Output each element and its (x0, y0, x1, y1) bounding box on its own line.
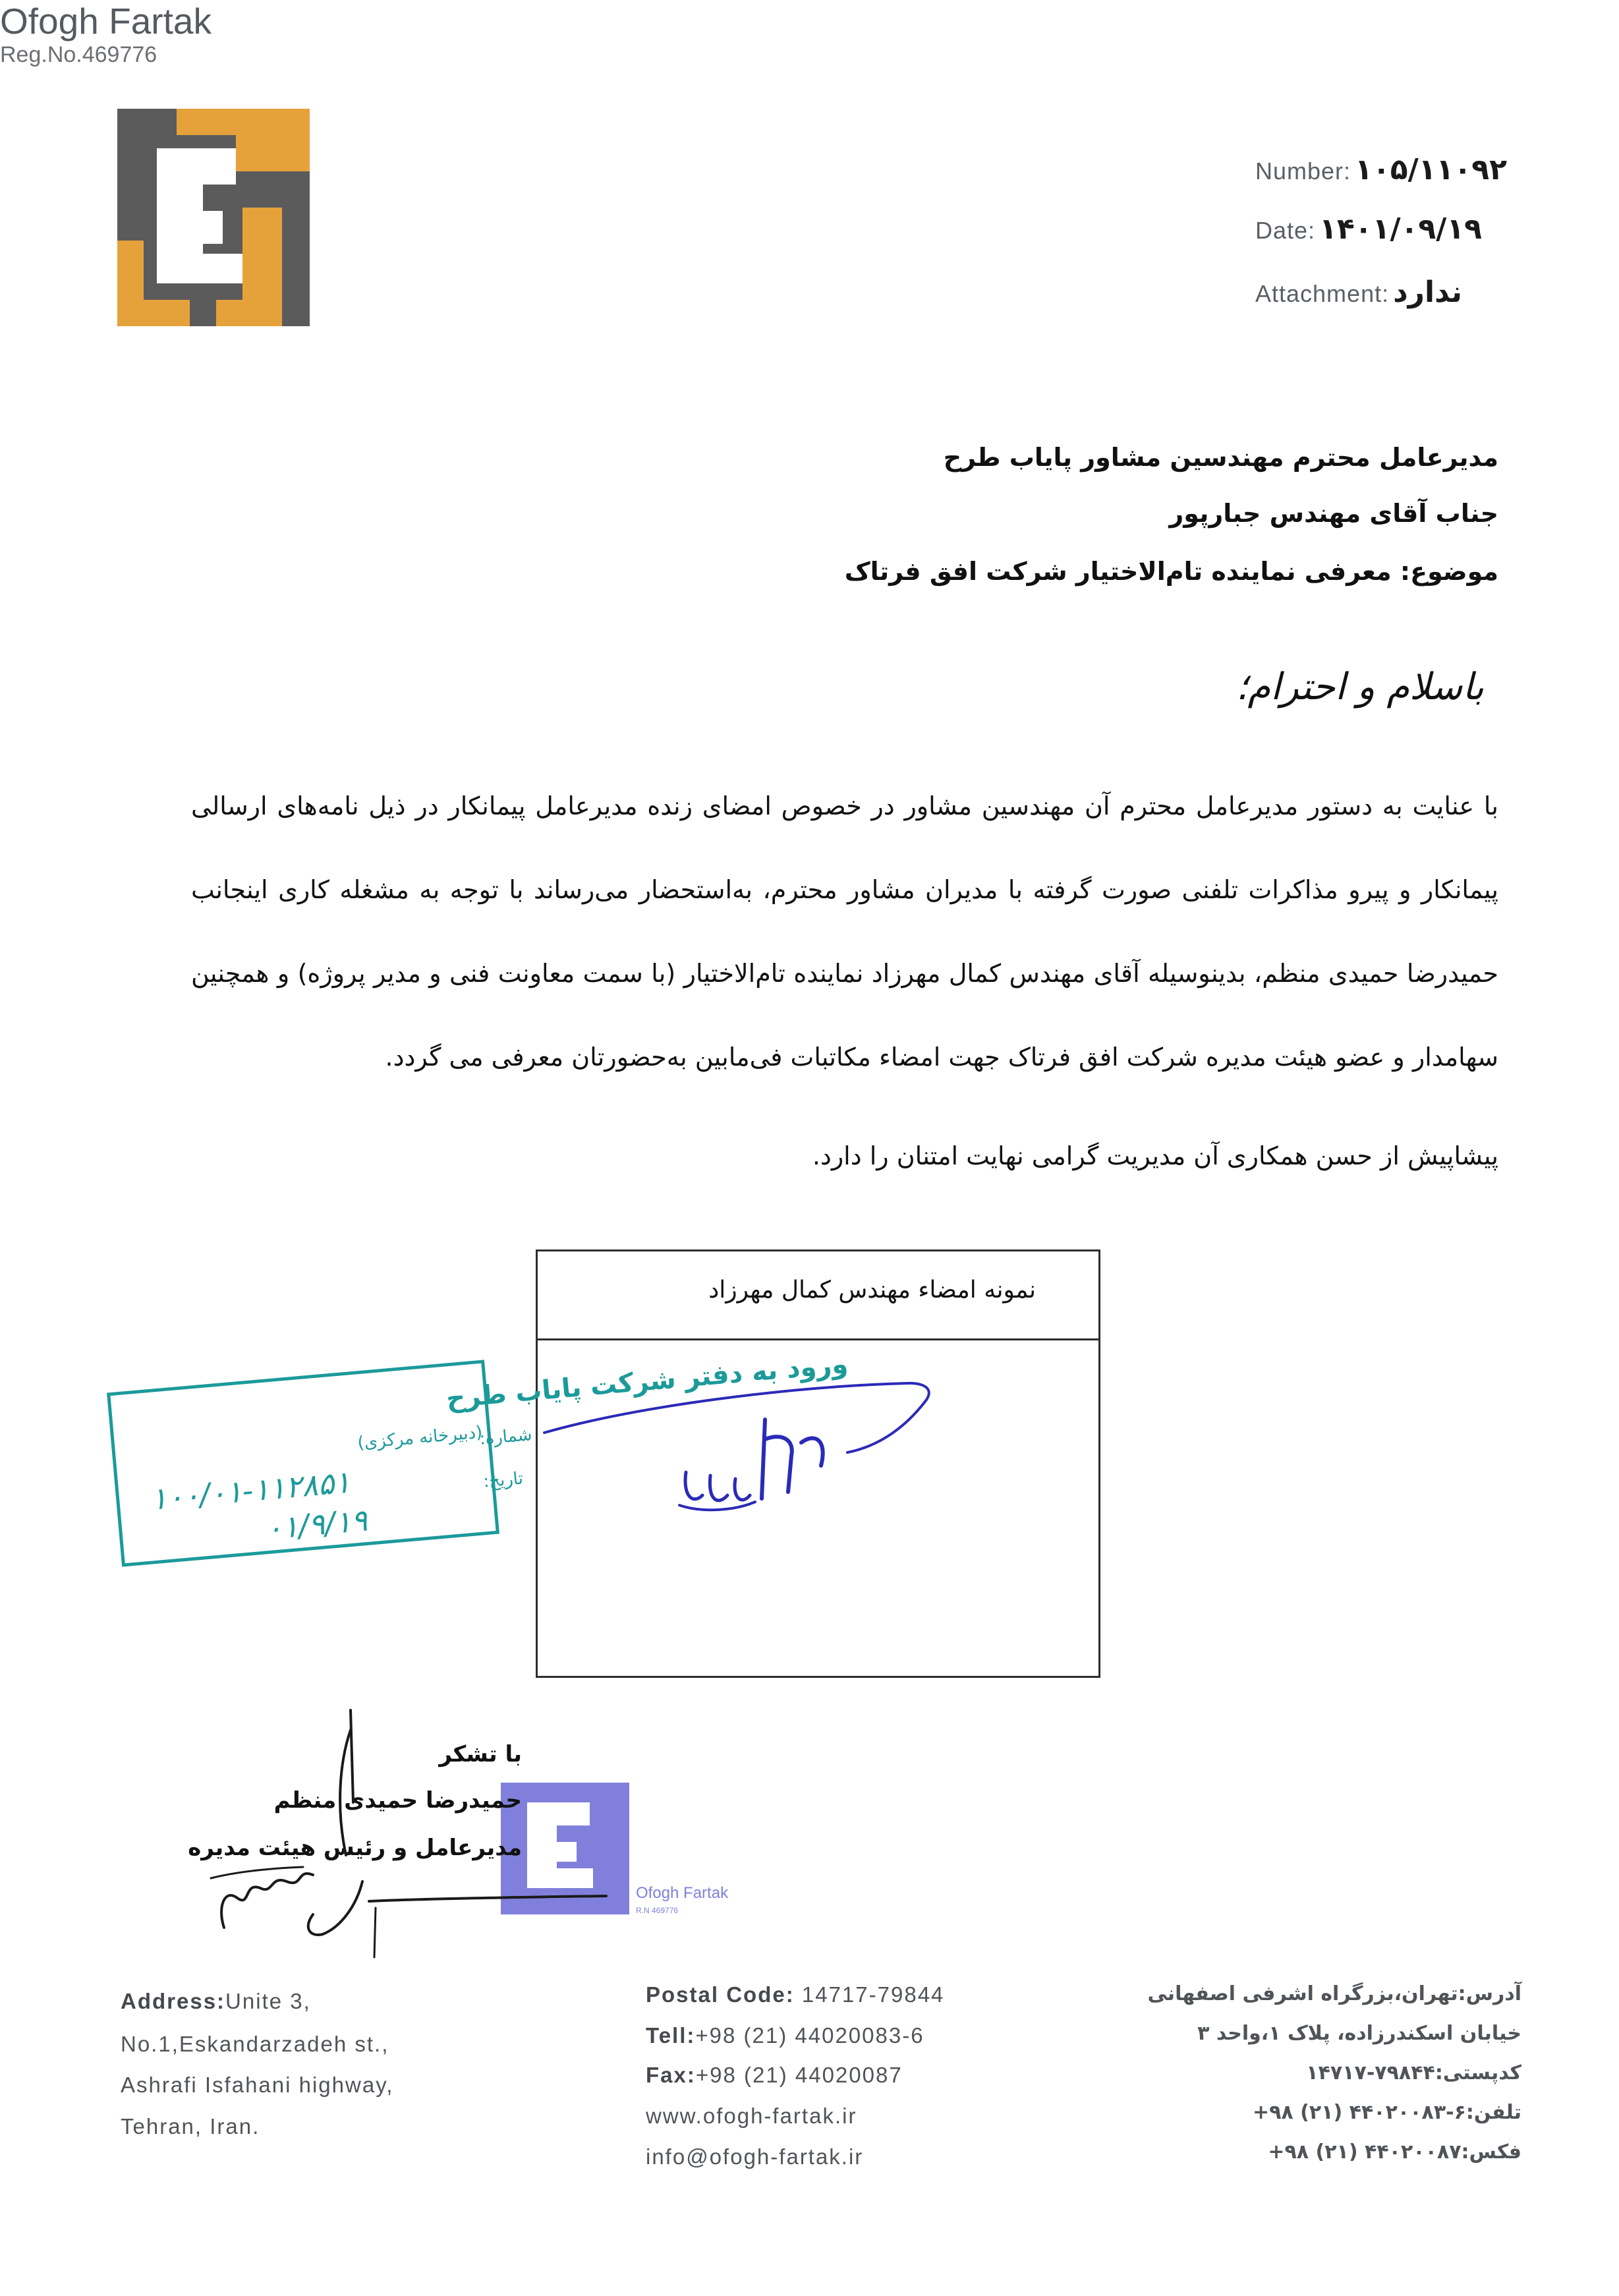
footer-tell-value: +98 (21) 44020083-6 (695, 2023, 924, 2048)
brand-name: Ofogh Fartak (0, 1, 212, 42)
received-stamp-number-label: شماره: (478, 1425, 533, 1449)
footer-address-line-3: Ashrafi Isfahani highway, (121, 2073, 394, 2097)
footer-email[interactable]: info@ofogh-fartak.ir (646, 2144, 864, 2169)
date-value: ۱۴۰۱/۰۹/۱۹ (1319, 212, 1483, 246)
footer-fax-label: Fax: (646, 2063, 696, 2087)
addressee-line-2: جناب آقای مهندس جبارپور (1169, 499, 1498, 528)
signature-specimen-box (536, 1249, 1100, 1678)
footer-fax (646, 2063, 903, 2088)
footer-postal (646, 1982, 944, 2007)
footer-address-line-4: Tehran, Iran. (121, 2114, 260, 2138)
received-stamp-line-2: (دبیرخانه مرکزی) (356, 1422, 484, 1454)
footer-fa-address-2: خیابان اسکندرزاده، پلاک ۱،واحد ۳ (1197, 2022, 1521, 2045)
company-stamp-brand: Ofogh Fartak (636, 1884, 729, 1902)
footer-fax-value: +98 (21) 44020087 (695, 2063, 903, 2087)
footer-address-line-2: No.1,Eskandarzadeh st., (121, 2032, 389, 2056)
body-paragraph: با عنایت به دستور مدیرعامل محترم آن مهندسین مشاور در خصوص امضای زنده مدیرعامل پیمانکار در ذیل نامه‌های ارسالی پیمانکار و پیرو مذاکرات تلفنی صورت گرفته با مدیران مشاور محترم، به‌استحضار می‌رساند با توجه به مشغله کاری اینجانب حمیدرضا حمیدی منظم، بدینوسیله آقای مهندس کمال مهرزاد نماینده تام‌الاختیار (با سمت معاونت فنی و مدیر پروژه) و همچنین سهامدار و عضو هیئت مدیره شرکت افق فرتاک جهت امضاء مکاتبات فی‌مابین به‌حضورتان معرفی می گردد. (191, 791, 1498, 1072)
footer-website[interactable]: www.ofogh-fartak.ir (646, 2104, 857, 2128)
footer-postal-value: 14717-79844 (801, 1982, 945, 2007)
subject-line: موضوع: معرفی نماینده تام‌الاختیار شرکت افق فرتاک (844, 557, 1498, 586)
footer-address-1 (121, 1989, 311, 2014)
footer-address-line-1: Unite 3, (225, 1989, 311, 2013)
attachment-value: ندارد (1393, 275, 1463, 309)
received-stamp (109, 1348, 849, 1572)
signoff-title: مدیرعامل و رئیس هیئت مدیره (188, 1835, 522, 1861)
attachment-label: Attachment: (1255, 280, 1390, 307)
letter-attachment (1255, 275, 1462, 309)
letter-number (1255, 153, 1507, 187)
addressee-line-1: مدیرعامل محترم مهندسین مشاور پایاب طرح (943, 443, 1498, 472)
footer-tell-label: Tell: (646, 2023, 696, 2048)
received-stamp-date-label: تاریخ: (482, 1468, 525, 1492)
received-stamp-date: ۰۱/۹/۱۹ (264, 1502, 369, 1547)
company-logo (117, 109, 310, 326)
received-stamp-line-1: ورود به دفتر شرکت پایاب طرح (445, 1348, 849, 1415)
signoff-name: حمیدرضا حمیدی منظم (273, 1787, 522, 1814)
salutation: باسلام و احترام؛ (1236, 666, 1484, 708)
closing-line: پیشاپیش از حسن همکاری آن مدیریت گرامی نهایت امتنان را دارد. (812, 1141, 1498, 1170)
footer-tell (646, 2023, 924, 2048)
manager-signature (198, 1710, 606, 1961)
letter-date (1255, 212, 1482, 246)
signature-box-header (538, 1251, 1098, 1340)
number-value: ۱۰۵/۱۱۰۹۲ (1355, 153, 1507, 187)
footer-fa-address-1: آدرس:تهران،بزرگراه اشرفی اصفهانی (1147, 1982, 1521, 2005)
date-label: Date: (1255, 217, 1316, 244)
number-label: Number: (1255, 158, 1351, 185)
received-stamp-number: ۱۰۰/۰۱-۱۱۲۸۵۱ (149, 1464, 352, 1517)
footer-fa-postal: کدپستی:۷۹۸۴۴-۱۴۷۱۷ (1306, 2061, 1521, 2084)
footer-fa-fax: فکس:۴۴۰۲۰۰۸۷ (۲۱) ۹۸+ (1268, 2140, 1521, 2164)
company-stamp-reg: R.N 469776 (636, 1906, 679, 1915)
signoff-thanks: با تشکر (439, 1741, 522, 1767)
footer-postal-label: Postal Code: (646, 1982, 795, 2007)
signature-box-title: نمونه امضاء مهندس کمال مهرزاد (708, 1277, 1036, 1304)
footer-address-label: Address: (121, 1989, 226, 2013)
footer-fa-tel: تلفن:۶-۴۴۰۲۰۰۸۳ (۲۱) ۹۸+ (1252, 2101, 1521, 2124)
registration-number: Reg.No.469776 (0, 42, 157, 67)
